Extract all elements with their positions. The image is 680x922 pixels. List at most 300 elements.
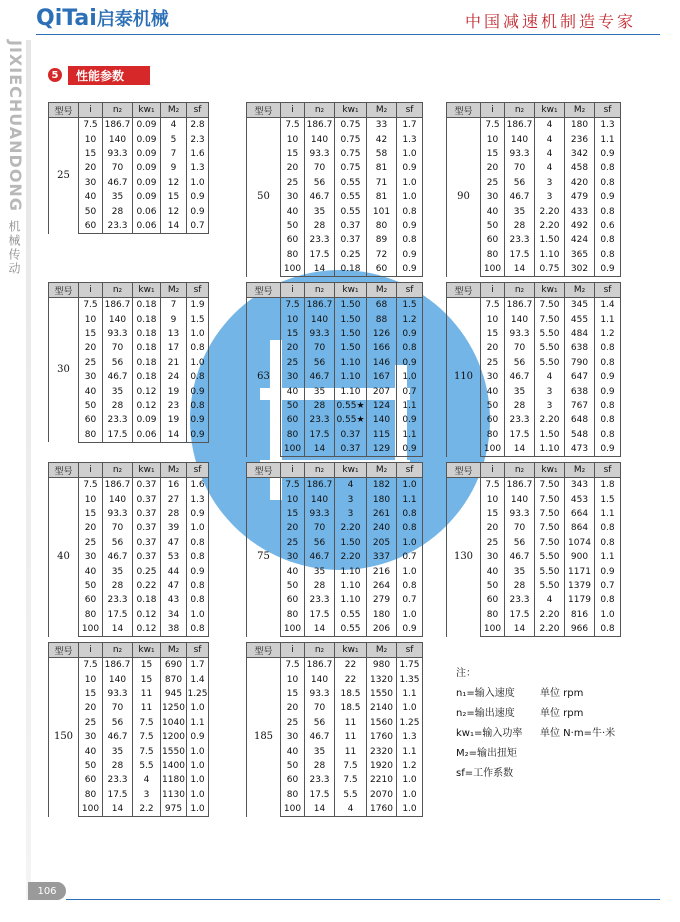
- table-cell: 473: [565, 442, 595, 457]
- table-cell: 1074: [565, 536, 595, 550]
- column-header: n₂: [103, 643, 133, 658]
- notes-list: [456, 684, 615, 784]
- table-cell: 205: [367, 536, 397, 550]
- table-cell: 50: [79, 579, 103, 593]
- model-cell: 25: [49, 118, 79, 234]
- table-cell: 9: [161, 312, 187, 326]
- table-cell: 0.12: [133, 384, 161, 398]
- table-cell: 1.1: [397, 492, 423, 506]
- table-cell: 7.50: [535, 312, 565, 326]
- table-cell: 39: [161, 521, 187, 535]
- table-cell: 71: [367, 176, 397, 190]
- table-cell: 365: [565, 248, 595, 262]
- table-cell: 80: [79, 788, 103, 802]
- table-cell: 15: [133, 658, 161, 673]
- column-header: kw₁: [133, 463, 161, 478]
- table-cell: 46.7: [103, 550, 133, 564]
- note-item: [456, 684, 615, 704]
- table-cell: 7.50: [535, 478, 565, 493]
- table-cell: 17.5: [305, 248, 335, 262]
- table-cell: 864: [565, 521, 595, 535]
- table-cell: 23.3: [103, 413, 133, 427]
- column-header: i: [281, 643, 305, 658]
- table-cell: 1.3: [187, 492, 209, 506]
- table-cell: 93.3: [505, 147, 535, 161]
- table-cell: 1.2: [397, 759, 423, 773]
- table-cell: 11: [335, 716, 367, 730]
- table-cell: 0.8: [595, 204, 621, 218]
- column-header: M₂: [367, 283, 397, 298]
- column-header: i: [481, 463, 505, 478]
- table-cell: 70: [305, 521, 335, 535]
- column-header: M₂: [161, 643, 187, 658]
- table-cell: 0.8: [595, 176, 621, 190]
- table-cell: 1.0: [397, 802, 423, 817]
- table-cell: 70: [505, 161, 535, 175]
- table-cell: 980: [367, 658, 397, 673]
- table-cell: 182: [367, 478, 397, 493]
- table-header-row: [49, 103, 209, 118]
- table-cell: 17.5: [103, 428, 133, 443]
- column-header: i: [79, 283, 103, 298]
- note-key: n₂=输出速度: [456, 708, 515, 719]
- table-row: [247, 658, 423, 673]
- table-cell: 72: [367, 248, 397, 262]
- table-cell: 0.25: [133, 564, 161, 578]
- table-cell: 17.5: [103, 788, 133, 802]
- table-cell: 664: [565, 507, 595, 521]
- table-cell: 0.8: [595, 248, 621, 262]
- table-cell: 1.8: [595, 478, 621, 493]
- column-header: M₂: [367, 463, 397, 478]
- table-cell: 7.5: [79, 658, 103, 673]
- table-cell: 337: [367, 550, 397, 564]
- table-cell: 23.3: [305, 233, 335, 247]
- table-cell: 0.55: [335, 190, 367, 204]
- table-cell: 50: [481, 219, 505, 233]
- table-cell: 186.7: [305, 298, 335, 313]
- table-cell: 50: [79, 399, 103, 413]
- table-cell: 900: [565, 550, 595, 564]
- column-header: 型号: [49, 463, 79, 478]
- table-cell: 1.1: [397, 399, 423, 413]
- section-number: 5: [48, 68, 62, 82]
- table-cell: 13: [161, 327, 187, 341]
- table-cell: 50: [281, 579, 305, 593]
- column-header: kw₁: [133, 103, 161, 118]
- table-cell: 790: [565, 356, 595, 370]
- table-cell: 70: [505, 341, 535, 355]
- table-cell: 46.7: [505, 550, 535, 564]
- model-cell: 110: [447, 298, 481, 457]
- table-cell: 70: [103, 161, 133, 175]
- table-cell: 50: [481, 399, 505, 413]
- table-cell: 28: [103, 399, 133, 413]
- table-cell: 56: [305, 176, 335, 190]
- table-cell: 4: [535, 161, 565, 175]
- table-cell: 28: [305, 579, 335, 593]
- table-cell: 129: [367, 442, 397, 457]
- table-cell: 455: [565, 312, 595, 326]
- table-cell: 14: [505, 622, 535, 637]
- table-cell: 186.7: [305, 478, 335, 493]
- table-cell: 1.5: [397, 298, 423, 313]
- table-cell: 15: [481, 327, 505, 341]
- table-cell: 1.2: [397, 312, 423, 326]
- table-cell: 343: [565, 478, 595, 493]
- table-cell: 15: [79, 507, 103, 521]
- table-cell: 15: [161, 190, 187, 204]
- note-item: [456, 744, 615, 764]
- table-cell: 50: [79, 759, 103, 773]
- table-cell: 1.2: [595, 327, 621, 341]
- table-cell: 30: [281, 730, 305, 744]
- table-cell: 20: [79, 701, 103, 715]
- table-cell: 0.8: [187, 341, 209, 355]
- column-header: 型号: [49, 103, 79, 118]
- table-cell: 1760: [367, 802, 397, 817]
- table-cell: 60: [281, 413, 305, 427]
- column-header: kw₁: [535, 463, 565, 478]
- table-cell: 20: [281, 161, 305, 175]
- performance-table-90: [446, 102, 621, 277]
- table-cell: 0.8: [595, 399, 621, 413]
- table-cell: 140: [367, 413, 397, 427]
- table-cell: 816: [565, 608, 595, 622]
- table-cell: 0.9: [397, 248, 423, 262]
- company-logo: [36, 7, 169, 32]
- table-cell: 424: [565, 233, 595, 247]
- note-key: sf=工作系数: [456, 768, 514, 779]
- table-cell: 0.55: [335, 176, 367, 190]
- table-cell: 100: [481, 262, 505, 277]
- table-cell: 3: [535, 399, 565, 413]
- table-cell: 4: [335, 802, 367, 817]
- table-cell: 3: [535, 190, 565, 204]
- notes-title: 注：: [456, 668, 476, 679]
- table-cell: 10: [79, 492, 103, 506]
- note-item: [456, 724, 615, 744]
- table-cell: 1.3: [397, 730, 423, 744]
- table-cell: 23.3: [103, 773, 133, 787]
- table-cell: 40: [79, 190, 103, 204]
- table-cell: 80: [481, 608, 505, 622]
- table-cell: 10: [281, 492, 305, 506]
- table-cell: 20: [281, 701, 305, 715]
- table-cell: 50: [281, 759, 305, 773]
- table-cell: 10: [281, 312, 305, 326]
- table-cell: 240: [367, 521, 397, 535]
- table-cell: 3: [535, 384, 565, 398]
- column-header: sf: [397, 643, 423, 658]
- column-header: i: [79, 643, 103, 658]
- table-cell: 14: [103, 802, 133, 817]
- table-cell: 4: [335, 478, 367, 493]
- table-cell: 7.5: [79, 478, 103, 493]
- table-cell: 7.5: [481, 478, 505, 493]
- table-cell: 1.10: [335, 564, 367, 578]
- table-cell: 140: [103, 672, 133, 686]
- table-cell: 0.8: [187, 593, 209, 607]
- column-header: M₂: [161, 283, 187, 298]
- table-cell: 60: [481, 413, 505, 427]
- table-cell: 126: [367, 327, 397, 341]
- table-cell: 1560: [367, 716, 397, 730]
- table-cell: 484: [565, 327, 595, 341]
- table-cell: 1.25: [397, 716, 423, 730]
- table-cell: 46.7: [103, 370, 133, 384]
- table-header-row: [49, 283, 209, 298]
- table-cell: 2210: [367, 773, 397, 787]
- table-cell: 60: [281, 773, 305, 787]
- table-cell: 0.37: [335, 428, 367, 442]
- table-cell: 0.9: [397, 413, 423, 427]
- table-cell: 0.06: [133, 204, 161, 218]
- table-cell: 0.18: [133, 356, 161, 370]
- table-cell: 17.5: [505, 608, 535, 622]
- table-cell: 0.55: [335, 204, 367, 218]
- table-cell: 60: [79, 773, 103, 787]
- table-cell: 11: [335, 730, 367, 744]
- table-cell: 93.3: [103, 147, 133, 161]
- table-cell: 28: [505, 579, 535, 593]
- table-cell: 40: [79, 564, 103, 578]
- table-cell: 46.7: [305, 550, 335, 564]
- table-cell: 453: [565, 492, 595, 506]
- table-cell: 0.55★: [335, 399, 367, 413]
- table-cell: 7.5: [281, 118, 305, 133]
- table-cell: 80: [281, 788, 305, 802]
- table-cell: 0.8: [187, 536, 209, 550]
- table-cell: 5.50: [535, 341, 565, 355]
- performance-table-110: [446, 282, 621, 457]
- table-cell: 30: [281, 370, 305, 384]
- table-cell: 1.1: [595, 132, 621, 146]
- table-cell: 1.0: [187, 788, 209, 802]
- table-cell: 25: [281, 176, 305, 190]
- performance-table-150: [48, 642, 209, 817]
- table-cell: 100: [79, 622, 103, 637]
- table-cell: 100: [481, 622, 505, 637]
- table-cell: 264: [367, 579, 397, 593]
- table-cell: 80: [281, 608, 305, 622]
- column-header: n₂: [305, 463, 335, 478]
- table-cell: 0.8: [187, 399, 209, 413]
- table-header-row: [447, 463, 621, 478]
- column-header: sf: [595, 103, 621, 118]
- table-cell: 56: [305, 356, 335, 370]
- table-cell: 40: [481, 564, 505, 578]
- table-cell: 1171: [565, 564, 595, 578]
- table-cell: 80: [281, 248, 305, 262]
- table-cell: 186.7: [103, 298, 133, 313]
- column-header: n₂: [505, 283, 535, 298]
- table-cell: 35: [305, 564, 335, 578]
- table-cell: 0.8: [397, 579, 423, 593]
- table-cell: 1.50: [535, 428, 565, 442]
- table-cell: 1130: [161, 788, 187, 802]
- table-cell: 1.10: [335, 593, 367, 607]
- table-cell: 20: [79, 521, 103, 535]
- table-cell: 1.75: [397, 658, 423, 673]
- table-cell: 1.50: [335, 327, 367, 341]
- table-cell: 0.9: [187, 564, 209, 578]
- section-title: [48, 66, 198, 84]
- table-cell: 3: [535, 176, 565, 190]
- table-cell: 0.75: [535, 262, 565, 277]
- table-cell: 0.7: [397, 593, 423, 607]
- table-cell: 28: [305, 399, 335, 413]
- table-cell: 279: [367, 593, 397, 607]
- table-cell: 0.9: [187, 507, 209, 521]
- table-cell: 1.0: [187, 759, 209, 773]
- performance-table-50: [246, 102, 423, 277]
- table-cell: 23.3: [305, 593, 335, 607]
- column-header: M₂: [161, 463, 187, 478]
- table-cell: 3: [335, 507, 367, 521]
- table-cell: 0.9: [397, 161, 423, 175]
- table-cell: 0.8: [595, 521, 621, 535]
- table-cell: 1.10: [335, 370, 367, 384]
- table-cell: 1.5: [595, 492, 621, 506]
- table-cell: 1400: [161, 759, 187, 773]
- table-cell: 870: [161, 672, 187, 686]
- table-cell: 28: [161, 507, 187, 521]
- table-cell: 1040: [161, 716, 187, 730]
- table-cell: 648: [565, 413, 595, 427]
- table-cell: 20: [481, 521, 505, 535]
- table-cell: 28: [103, 759, 133, 773]
- table-cell: 42: [367, 132, 397, 146]
- table-cell: 140: [103, 492, 133, 506]
- table-header-row: [49, 463, 209, 478]
- table-cell: 7.50: [535, 521, 565, 535]
- table-cell: 1.10: [535, 248, 565, 262]
- table-cell: 186.7: [505, 298, 535, 313]
- note-unit: 单位 N·m=牛·米: [540, 728, 616, 739]
- table-cell: 25: [79, 716, 103, 730]
- table-cell: 80: [481, 428, 505, 442]
- table-cell: 0.8: [595, 593, 621, 607]
- table-cell: 0.06: [133, 428, 161, 443]
- table-cell: 1.0: [397, 190, 423, 204]
- note-key: n₁=输入速度: [456, 688, 515, 699]
- table-cell: 80: [367, 219, 397, 233]
- table-cell: 38: [161, 622, 187, 637]
- table-cell: 186.7: [305, 118, 335, 133]
- table-row: [49, 118, 209, 133]
- table-cell: 1.50: [335, 312, 367, 326]
- column-header: kw₁: [133, 643, 161, 658]
- table-cell: 2.20: [535, 622, 565, 637]
- table-cell: 7.5: [281, 298, 305, 313]
- column-header: i: [481, 103, 505, 118]
- table-cell: 35: [505, 564, 535, 578]
- table-cell: 12: [161, 204, 187, 218]
- table-cell: 1.1: [397, 687, 423, 701]
- table-cell: 70: [305, 341, 335, 355]
- table-cell: 93.3: [505, 327, 535, 341]
- table-cell: 186.7: [505, 118, 535, 133]
- table-cell: 479: [565, 190, 595, 204]
- table-cell: 5.50: [535, 550, 565, 564]
- table-cell: 100: [281, 442, 305, 457]
- table-cell: 0.8: [397, 233, 423, 247]
- table-cell: 420: [565, 176, 595, 190]
- table-cell: 7.5: [335, 773, 367, 787]
- table-cell: 20: [79, 341, 103, 355]
- table-cell: 167: [367, 370, 397, 384]
- table-cell: 1.0: [187, 802, 209, 817]
- footer-divider: [66, 899, 660, 900]
- table-cell: 4: [535, 593, 565, 607]
- header-divider: [36, 34, 660, 35]
- table-cell: 10: [481, 492, 505, 506]
- table-cell: 35: [505, 204, 535, 218]
- table-cell: 1.9: [187, 298, 209, 313]
- table-cell: 28: [305, 759, 335, 773]
- column-header: 型号: [447, 463, 481, 478]
- table-cell: 20: [481, 161, 505, 175]
- table-cell: 115: [367, 428, 397, 442]
- table-cell: 1179: [565, 593, 595, 607]
- table-cell: 56: [103, 536, 133, 550]
- table-cell: 35: [103, 744, 133, 758]
- model-cell: 30: [49, 298, 79, 443]
- table-cell: 15: [281, 147, 305, 161]
- table-cell: 0.8: [397, 204, 423, 218]
- table-cell: 1.0: [187, 356, 209, 370]
- table-cell: 1.0: [187, 744, 209, 758]
- table-cell: 35: [505, 384, 535, 398]
- table-cell: 0.09: [133, 161, 161, 175]
- table-cell: 1.35: [397, 672, 423, 686]
- table-cell: 1.50: [335, 536, 367, 550]
- table-cell: 60: [281, 233, 305, 247]
- table-cell: 14: [505, 442, 535, 457]
- table-cell: 4: [535, 118, 565, 133]
- table-cell: 0.18: [133, 341, 161, 355]
- model-cell: 50: [247, 118, 281, 277]
- table-cell: 0.9: [595, 564, 621, 578]
- table-cell: 47: [161, 579, 187, 593]
- table-header-row: [447, 283, 621, 298]
- table-cell: 1.0: [397, 147, 423, 161]
- table-cell: 302: [565, 262, 595, 277]
- table-cell: 0.8: [187, 370, 209, 384]
- table-row: [49, 658, 209, 673]
- table-cell: 18.5: [335, 701, 367, 715]
- table-cell: 0.75: [335, 161, 367, 175]
- performance-table-40: [48, 462, 209, 637]
- table-cell: 30: [79, 370, 103, 384]
- table-cell: 15: [481, 507, 505, 521]
- table-cell: 975: [161, 802, 187, 817]
- table-cell: 89: [367, 233, 397, 247]
- performance-table-75: [246, 462, 423, 637]
- column-header: 型号: [49, 643, 79, 658]
- table-cell: 1.1: [397, 428, 423, 442]
- table-cell: 1.1: [595, 507, 621, 521]
- table-cell: 0.9: [187, 428, 209, 443]
- table-cell: 24: [161, 370, 187, 384]
- table-cell: 80: [79, 428, 103, 443]
- table-cell: 46.7: [505, 370, 535, 384]
- table-cell: 1.10: [335, 384, 367, 398]
- table-cell: 0.55: [335, 608, 367, 622]
- table-cell: 14: [305, 442, 335, 457]
- table-cell: 1550: [161, 744, 187, 758]
